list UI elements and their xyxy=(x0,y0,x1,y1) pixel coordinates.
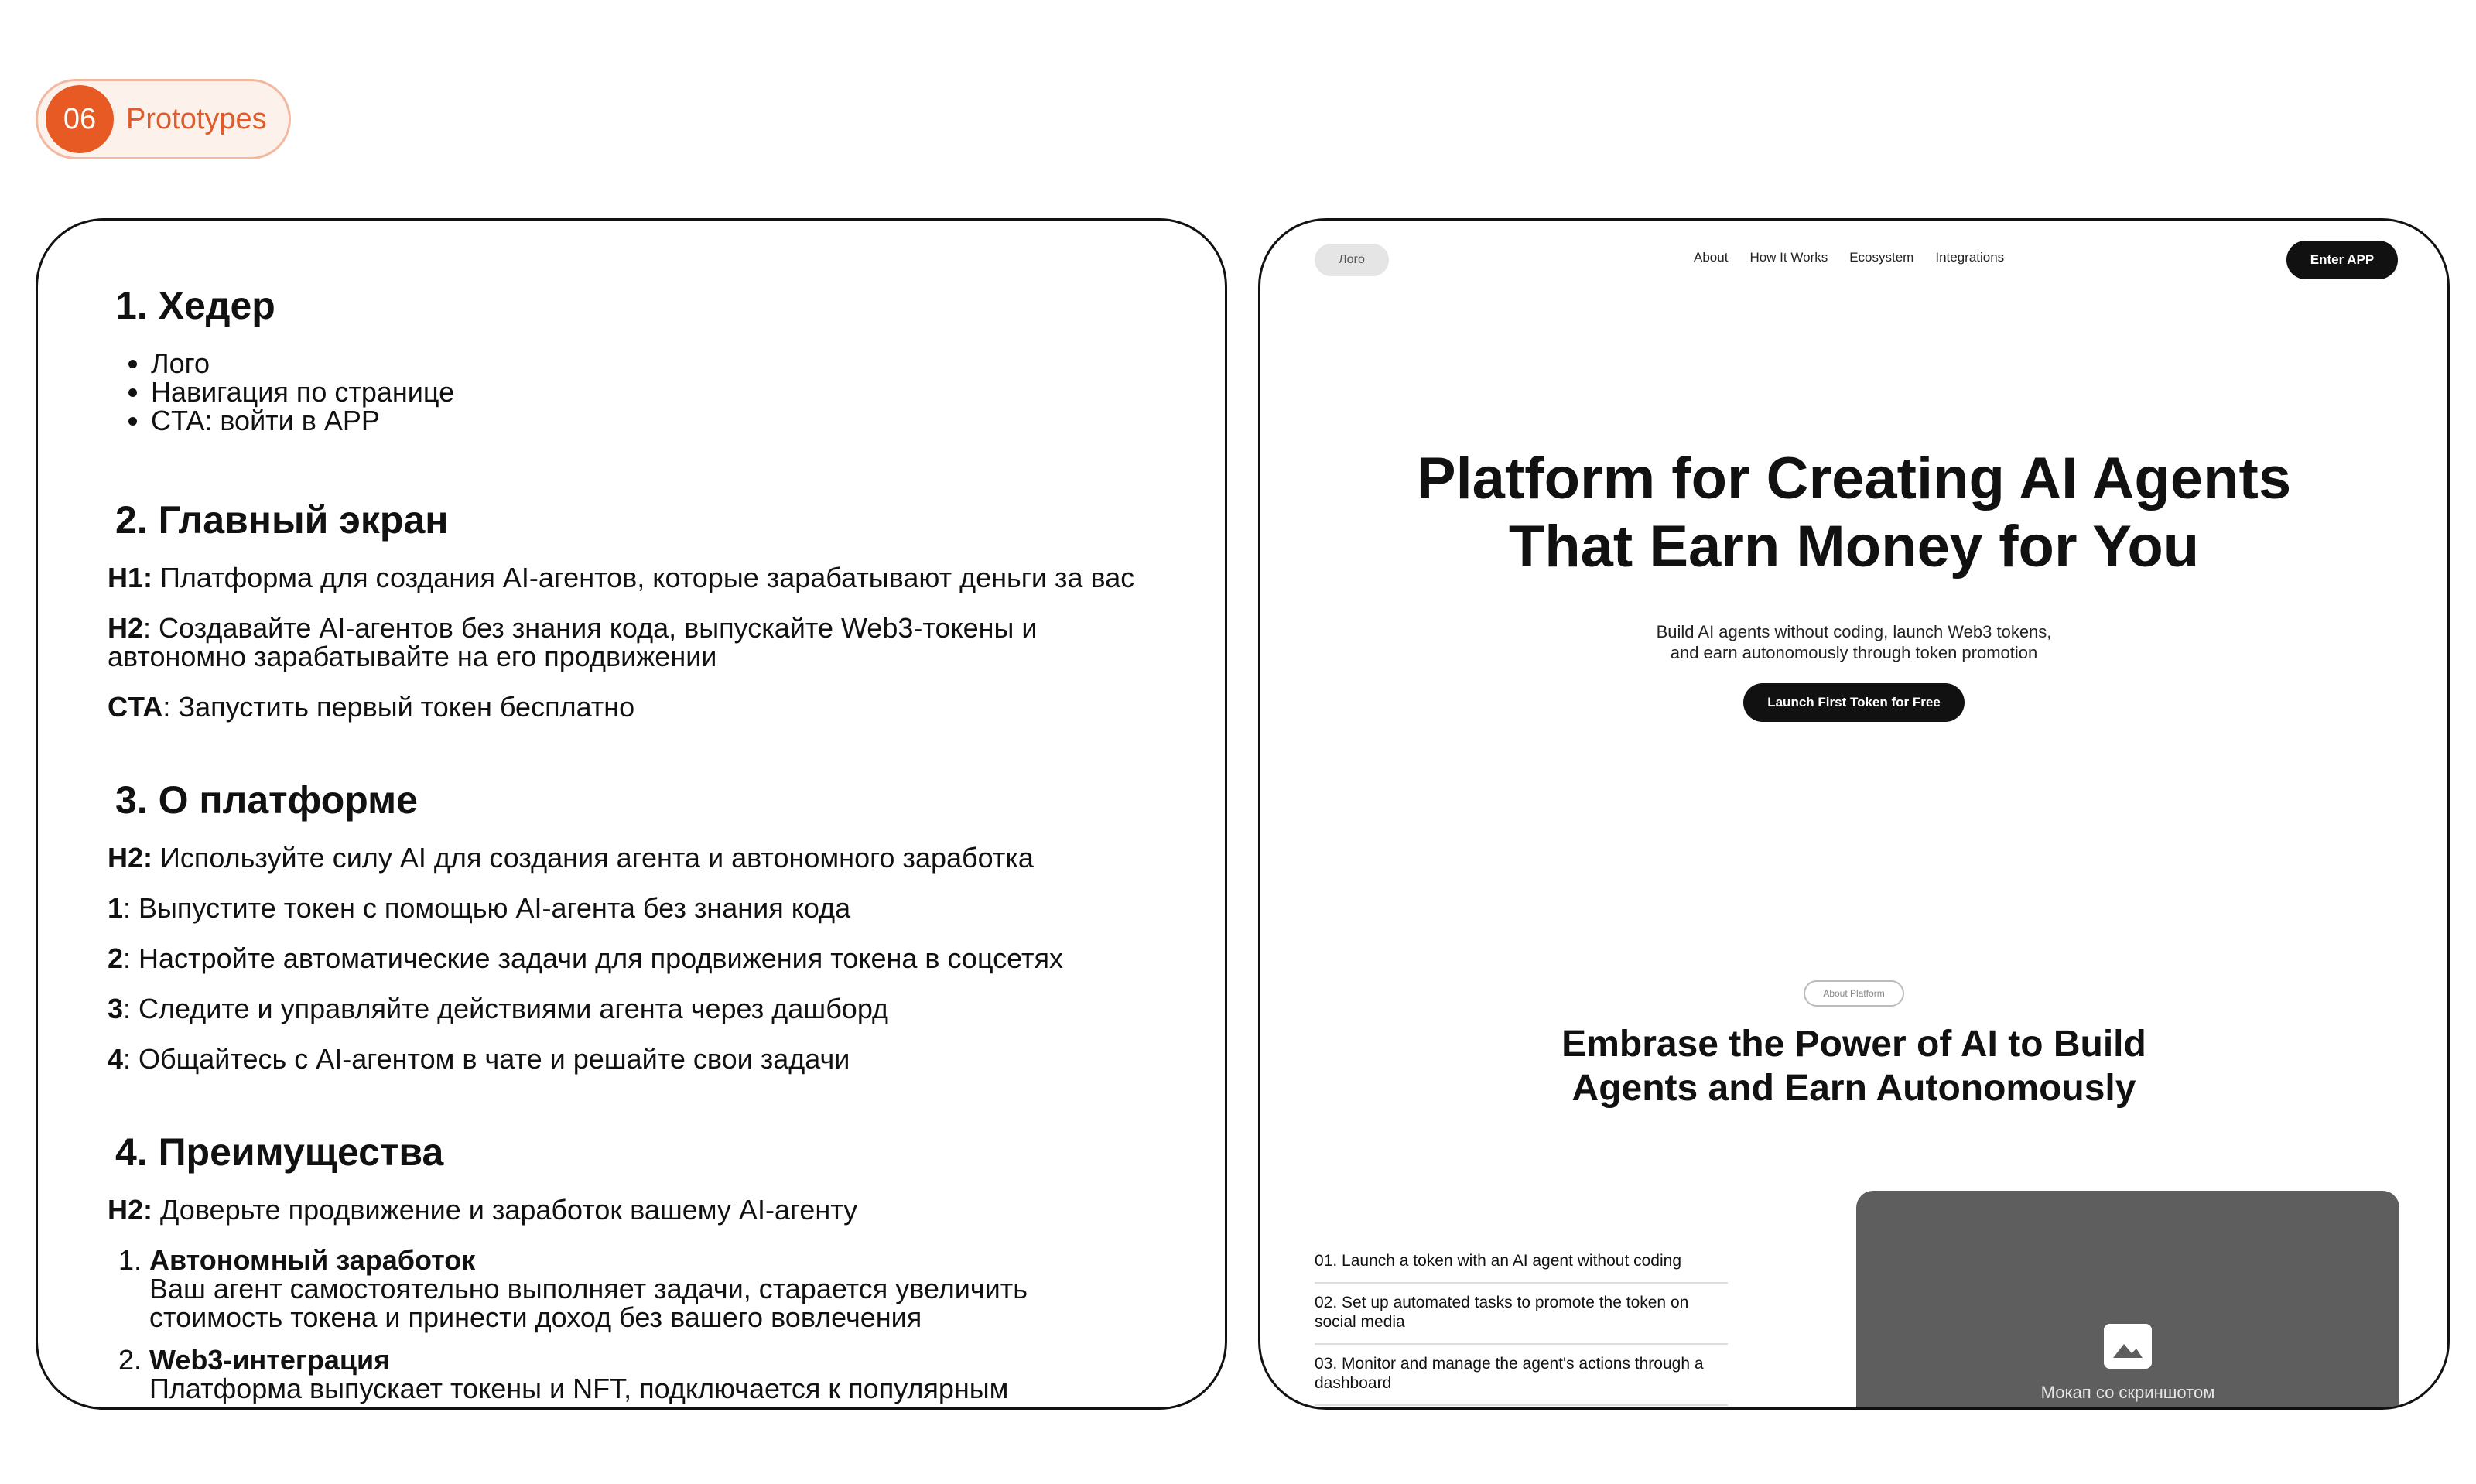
list-item: • CTA: войти в APP xyxy=(151,406,1160,435)
list-item: • Лого xyxy=(151,349,1160,378)
hero-title: Platform for Creating AI Agents That Earn Money for You xyxy=(1416,446,2292,580)
steps-list xyxy=(1315,1242,1728,1406)
spec-about-title: 3. О платформе xyxy=(115,778,418,822)
spec-about-item: 1: Выпустите токен с помощью AI-агента без знания кода xyxy=(108,892,851,924)
launch-token-button[interactable]: Launch First Token for Free xyxy=(1743,683,1965,722)
list-item[interactable]: 03. Monitor and manage the agent's actions through a dashboard xyxy=(1315,1345,1728,1406)
section-number: 06 xyxy=(46,85,114,153)
nav-item-ecosystem[interactable]: Ecosystem xyxy=(1849,250,1914,265)
mockup-label: Мокап со скриншотом xyxy=(2040,1383,2215,1402)
spec-benefits-list xyxy=(108,1246,1160,1403)
spec-benefits-title: 4. Преимущества xyxy=(115,1130,444,1174)
list-item: 1. Автономный заработок Ваш агент самостоятельно выполняет задачи, старается увеличить стоимость токена и принести доход без вашего вовлечения xyxy=(149,1246,1160,1332)
spec-header-title: 1. Хедер xyxy=(115,284,275,327)
prototype-panel xyxy=(1258,218,2450,1410)
spec-about-item: 3: Следите и управляйте действиями агента через дашборд xyxy=(108,993,889,1024)
list-item[interactable]: 02. Set up automated tasks to promote the token on social media xyxy=(1315,1284,1728,1345)
about-title: Embrase the Power of AI to Build Agents and Earn Autonomously xyxy=(1561,1024,2146,1109)
image-icon xyxy=(2104,1324,2152,1369)
main-nav xyxy=(1694,250,2004,265)
section-label: Prototypes xyxy=(126,102,267,135)
list-item[interactable]: 01. Launch a token with an AI agent without coding xyxy=(1315,1242,1728,1284)
spec-hero-title: 2. Главный экран xyxy=(115,498,449,542)
spec-hero-h1: H1: Платформа для создания AI-агентов, которые зарабатывают деньги за вас xyxy=(108,562,1135,593)
spec-hero-cta: CTA: Запустить первый токен бесплатно xyxy=(108,691,635,723)
spec-hero-h2: H2: Создавайте AI-агентов без знания кода, выпускайте Web3-токены и автономно зарабатывайте на его продвижении xyxy=(108,612,1038,672)
spec-about-item: 2: Настройте автоматические задачи для продвижения токена в соцсетях xyxy=(108,942,1063,974)
hero-subtitle: Build AI agents without coding, launch Web3 tokens, and earn autonomously through token promotion xyxy=(1656,622,2052,662)
spec-panel xyxy=(36,218,1227,1410)
enter-app-button[interactable]: Enter APP xyxy=(2286,241,2398,279)
logo[interactable]: Лого xyxy=(1315,244,1389,276)
nav-item-about[interactable]: About xyxy=(1694,250,1729,265)
list-item: • Навигация по странице xyxy=(151,378,1160,406)
section-tag xyxy=(36,79,291,159)
spec-about-h2: H2: Используйте силу AI для создания агента и автономного заработка xyxy=(108,842,1034,874)
spec-content xyxy=(108,282,1160,1410)
screenshot-mockup xyxy=(1856,1191,2399,1410)
spec-header-list xyxy=(108,349,1160,435)
spec-benefits-h2: H2: Доверьте продвижение и заработок вашему AI-агенту xyxy=(108,1194,858,1226)
about-badge: About Platform xyxy=(1804,980,1904,1007)
nav-item-integrations[interactable]: Integrations xyxy=(1935,250,2005,265)
list-item: 2. Web3-интеграция Платформа выпускает токены и NFT, подключается к популярным xyxy=(149,1346,1160,1403)
spec-about-item: 4: Общайтесь с AI-агентом в чате и решайте свои задачи xyxy=(108,1043,850,1075)
nav-item-how-it-works[interactable]: How It Works xyxy=(1749,250,1828,265)
